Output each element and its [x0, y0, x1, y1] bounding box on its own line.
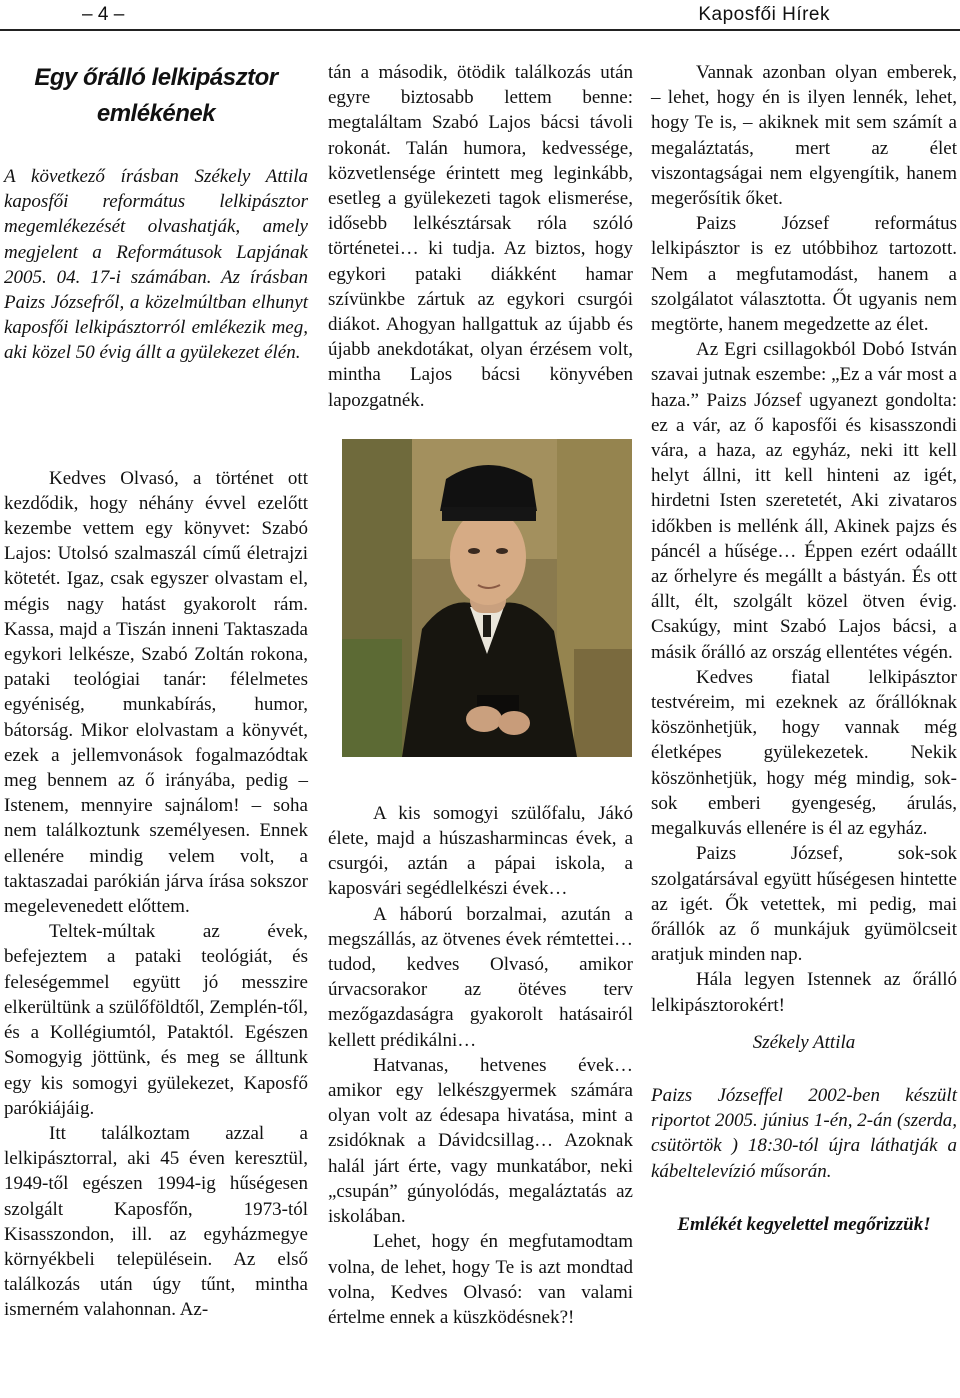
body-paragraph-8: Lehet, hogy én megfutamodtam volna, de lehet, hogy Te is azt mondtad volna, Kedves Olvasó: van valami értelme ennek a küszködésnek?! [328, 1231, 633, 1328]
body-paragraph-9: Vannak azonban olyan emberek, – lehet, hogy én is ilyen lennék, lehet, hogy Te is, – akiknek mit sem számít a megaláztatás, mert az élet viszontagságai nem elgyengítik, hanem megerősítik őket. [651, 62, 957, 210]
body-paragraph-1: Kedves Olvasó, a történet ott kezdődik, hogy néhány évvel ezelőtt kezembe vettem egy könyvet: Szabó Lajos: Utolsó szalmaszál című életrajzi kötetét. Igaz, csak egyszer olvastam el, mégis nagy hatást gyakorolt rám. Kassa, majd a Tiszán inneni Taktaszada egykori lelkésze, Szabó Zoltán rokona, pataki teológiai tanár: félelmetes egyéniség, munkabírás, humor, bátorság. Mikor elolvastam a könyvét, ezek a jellemvonások fogalmazódtak meg bennem az ő irányába, pedig – Istenem, mennyire sajnálom! – soha nem találkoztunk személyesen. Ennek ellenére mindig velem volt, a taktaszadai parókián járva írása sokszor megelevenedett előttem. [4, 467, 308, 918]
broadcast-note: Paizs Józseffel 2002-ben készült riportot 2005. június 1-én, 2-án (szerda, csütörtök ) 18:30-tól újra láthatják a kábeltelevízió műsorán. [651, 1084, 957, 1182]
header-rule [0, 29, 960, 31]
body-paragraph-5: A kis somogyi szülőfalu, Jákó élete, majd a húszasharmincas évek, a csurgói, aztán a pápai iskola, a kaposvári segédlelkészi évek… [328, 802, 633, 900]
closing-line: Emlékét kegyelettel megőrizzük! [677, 1213, 931, 1235]
magazine-name: Kaposfői Hírek [698, 4, 830, 25]
article-title [4, 60, 308, 132]
column-right [651, 60, 957, 1237]
title-line-1: Egy őrálló lelkipásztor [34, 64, 278, 91]
intro-paragraph: A következő írásban Székely Attila kaposfői református lelkipásztor megemlékezését olvashatják, amely megjelent a Reformátusok Lapjának 2005. 04. 17-i számában. Az írásban Paizs Józsefről, a közelmúltban elhunyt kaposfői lelkipásztorról emlékezik meg, aki közel 50 évig állt a gyülekezet élén. [4, 166, 308, 364]
body-paragraph-4: tán a második, ötödik találkozás után egyre biztosabb lettem benne: megtaláltam Szabó Lajos bácsi távoli rokonát. Talán humora, kedvessége, közvetlensége érintett meg leginkább, esetleg a gyülekezeti tagok elismerése, idősebb lelkésztársak róla szóló történetei… ki tudja. Az biztos, hogy egykori pataki diákként hamar szívünkbe zártuk az egykori csurgói diákot. Ahogyan hallgattuk az újabb és újabb anekdotákat, olyan érzésem volt, mintha Lajos bácsi könyvében lapozgatnék. [328, 62, 633, 411]
title-line-2: emlékének [96, 100, 216, 127]
column-middle [328, 60, 633, 1330]
body-paragraph-6: A háború borzalmai, azután a megszállás, az ötvenes évek rémtettei… tudod, kedves Olvasó, amikor úrvacsorakor az ötéves terv mezőgazdaságra gyakorolt hatásairól kellett prédikálni… [328, 903, 633, 1051]
body-paragraph-11: Az Egri csillagokból Dobó István szavai jutnak eszembe: „Ez a vár most a haza.” Paizs József ugyanezt gondolta: ez a vár, az ő kaposfői és kisasszondi vára, a haza, az egyház, neki itt kell helyt állni, itt kell hinteni az igét, hirdetni Isten szeretetét, Aki zivataros időkben is mellénk áll, Akinek pajzs és páncél a hűsége… Éppen ezért odaállt az őrhelyre és megállt a bástyán. És ott állt, élt, szolgált közel ötven évig. Csakúgy, mint Szabó Lajos bácsi, a másik őrálló az ország ellentétes végén. [651, 339, 957, 663]
body-paragraph-2: Teltek-múltak az évek, befejeztem a pataki teológiát, és feleségemmel együtt jó messzire elkerültünk a szülőföldtől, Zemplén-től, és a Kollégiumtól, Pataktól. Egészen Somogyig jöttünk, és meg se álltunk egy kis somogyi gyülekezet, Kaposfő parókiájáig. [4, 921, 308, 1119]
body-paragraph-7: Hatvanas, hetvenes évek… amikor egy lelkészgyermek számára olyan volt az édesapa hivatása, mint a zsidóknak a Dávidcsillag… Azoknak halál járt érte, vagy munkatábor, neki „csupán” gúnyolódás, megaláztatás az iskolában. [328, 1054, 633, 1228]
page-header [0, 0, 960, 30]
body-paragraph-10: Paizs József református lelkipásztor is ez utóbbihoz tartozott. Nem a megfutamodást, hanem a szolgálatot választotta. Őt ugyanis nem megtörte, hanem megedzette az élet. [651, 213, 957, 336]
body-paragraph-14: Hála legyen Istennek az őrálló lelkipásztorokért! [651, 969, 957, 1016]
page-number: – 4 – [82, 4, 125, 25]
body-paragraph-12: Kedves fiatal lelkipásztor testvéreim, mi ezeknek az őrállóknak köszönhetjük, hogy vannak még életképes gyülekezetek. Nekik köszönhetjük, hogy még mindig, sok-sok emberi gyengeség, árulás, megalkuvás ellenére is él az egyház. [651, 666, 957, 840]
body-paragraph-13: Paizs József, sok-sok szolgatársával együtt hűségesen hintette az igét. Ők vetettek, mi pedig, mai őrállók az ő munkájuk gyümölcseit aratjuk minden nap. [651, 843, 957, 966]
body-paragraph-3: Itt találkoztam azzal a lelkipásztorral, aki 45 éven keresztül, 1949-től egészen 1994-ig hűségesen szolgált Kaposfőn, 1973-tól Kisasszondon, ill. az egyházmegye környékbeli településein. Az első találkozás után úgy tűnt, mintha ismerném valahonnan. Az- [4, 1122, 308, 1321]
author-signature: Székely Attila [752, 1031, 856, 1053]
portrait-photo [342, 439, 632, 757]
column-left [4, 60, 308, 1323]
